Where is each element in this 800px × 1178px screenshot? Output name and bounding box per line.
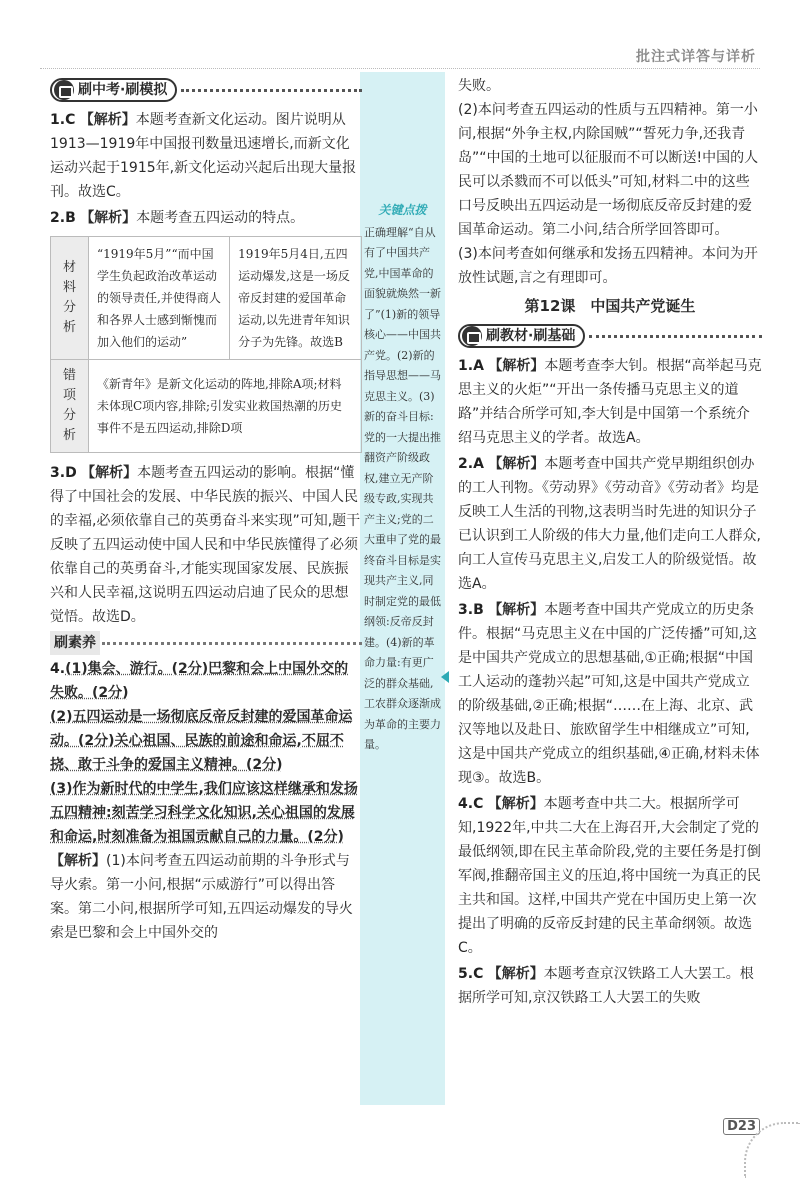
right-column: 失败。 (2)本问考查五四运动的性质与五四精神。第一小问,根据“外争主权,内除国贼”“誓死力争,还我青岛”“中国的土地可以征服而不可以断送!中国的人民可以杀戮而不可以低头”可知,材料二中的这些口号反映出五四运动是一场彻底反帝反封建的爱国革命运动。第二小问,结合所学回答即可。 (3)本问考查如何继承和发扬五四精神。本问为开放性试题,言之有理即可。 第12课 中国共产党诞生 刷教材·刷基础 1.A 【解析】本题考查李大钊。根据“高举起马克思主义的火炬”“开出一条传播马克思主义的道路”并结合所学可知,李大钊是中国第一个系统介绍马克思主义的学者。故选A。 2.A 【解析】本题考查中国共产党早期组织创办的工人刊物。《劳动界》《劳动音》《劳动者》均是反映工人生活的刊物,这表明当时先进的知识分子已认识到工人阶级的伟大力量,他们走向工人群众,向工人宣传马克思主义,启发工人的阶级觉悟。故选A。 3.B 【解析】本题考查中国共产党成立的历史条件。根据“马克思主义在中国的广泛传播”可知,这是中国共产党成立的思想基础,①正确;根据“中国工人运动的蓬勃兴起”可知,这是中国共产党成立的阶级基础,②正确;根据“……在上海、北京、武汉等地以及赴日、旅欧留学生中相继成立”可知,这是中国共产党成立的组织基础,④正确,材料未体现③。故选B。 4.C 【解析】本题考查中共二大。根据所学可知,1922年,中共二大在上海召开,大会制定了党的最低纲领,即在民主革命阶段,党的主要任务是打倒军阀,推翻帝国主义的压迫,将中国统一为真正的民主共和国。这样,中国共产党在中国历史上第一次提出了明确的反帝反封建的民主革命纲领。故选C。 5.C 【解析】本题考查京汉铁路工人大罢工。根据所学可知,京汉铁路工人大罢工的失败 bbox=[458, 74, 762, 1012]
analysis-table bbox=[50, 236, 362, 453]
page-number: D23 bbox=[723, 1118, 760, 1135]
table-cell: 1919年5月4日,五四运动爆发,这是一场反帝反封建的爱国革命运动,以先进青年知识分子为先锋。故选B bbox=[230, 237, 362, 360]
table-row-head: 材料分析 bbox=[51, 237, 89, 360]
question-1: 1.A 【解析】本题考查李大钊。根据“高举起马克思主义的火炬”“开出一条传播马克思主义的道路”并结合所学可知,李大钊是中国第一个系统介绍马克思主义的学者。故选A。 bbox=[458, 358, 762, 446]
section-badge: 刷中考·刷模拟 bbox=[50, 78, 177, 102]
dotted-rule bbox=[589, 335, 762, 338]
lesson-title: 第12课 中国共产党诞生 bbox=[524, 297, 696, 315]
section-header-textbook bbox=[458, 322, 762, 350]
key-tip: 关键点拨 正确理解“自从有了中国共产党,中国革命的面貌就焕然一新了”(1)新的领导核心——中国共产党。(2)新的指导思想——马克思主义。(3)新的奋斗目标:党的一大提出推翻资产阶级政权,建立无产阶级专政,实现共产主义;党的二大重申了党的最终奋斗目标是实现共产主义,同时制定党的最低纲领:反帝反封建。(4)新的革命力量:有更广泛的群众基础,工农群众逐渐成为革命的主要力量。 bbox=[364, 203, 441, 751]
pointer-arrow-icon bbox=[441, 671, 449, 683]
left-column bbox=[50, 74, 362, 947]
question-1: 1.C 【解析】本题考查新文化运动。图片说明从1913—1919年中国报刊数量迅速增长,而新文化运动兴起于1915年,新文化运动兴起后出现大量报刊。故选C。 bbox=[50, 112, 357, 200]
section-badge: 刷教材·刷基础 bbox=[458, 324, 585, 348]
running-header: 批注式详答与详析 bbox=[636, 49, 756, 65]
question-3: 3.B 【解析】本题考查中国共产党成立的历史条件。根据“马克思主义在中国的广泛传播”可知,这是中国共产党成立的思想基础,①正确;根据“中国工人运动的蓬勃兴起”可知,这是中国共产党成立的阶级基础,②正确;根据“……在上海、北京、武汉等地以及赴日、旅欧留学生中相继成立”可知,这是中国共产党成立的组织基础,④正确,材料未体现③。故选B。 bbox=[458, 602, 760, 786]
question-4: 4.(1)集会、游行。(2分)巴黎和会上中国外交的失败。(2分) (2)五四运动是一场彻底反帝反封建的爱国革命运动。(2分)关心祖国、民族的前途和命运,不屈不挠、敢于斗争的爱国主义精神。(2分) (3)作为新时代的中学生,我们应该这样继承和发扬五四精神:刻苦学习科学文化知识,关心祖国的发展和命运,时刻准备为祖国贡献自己的力量。(2分) 【解析】(1)本问考查五四运动前期的斗争形式与导火索。第一小问,根据“示威游行”可以得出答案。第二小问,根据所学可知,五四运动爆发的导火索是巴黎和会上中国外交的 bbox=[50, 661, 358, 941]
question-4: 4.C 【解析】本题考查中共二大。根据所学可知,1922年,中共二大在上海召开,大会制定了党的最低纲领,即在民主革命阶段,党的主要任务是打倒军阀,推翻帝国主义的压迫,将中国统一为真正的民主共和国。这样,中国共产党在中国历史上第一次提出了明确的反帝反封建的民主革命纲领。故选C。 bbox=[458, 796, 761, 956]
question-5: 5.C 【解析】本题考查京汉铁路工人大罢工。根据所学可知,京汉铁路工人大罢工的失败 bbox=[458, 966, 754, 1006]
table-row-head: 错项分析 bbox=[51, 360, 89, 453]
section-header-literacy: 刷素养 bbox=[50, 631, 362, 655]
question-2: 2.B 【解析】本题考查五四运动的特点。 bbox=[50, 210, 305, 226]
question-3: 3.D 【解析】本题考查五四运动的影响。根据“懂得了中国社会的发展、中华民族的振兴、中国人民的幸福,必须依靠自己的英勇奋斗来实现”可知,题干反映了五四运动使中国人民和中华民族懂得了必须依靠自己的英勇奋斗,才能实现国家发展、民族振兴和人民幸福,这说明五四运动启迪了民众的思想觉悟。故选D。 bbox=[50, 465, 361, 625]
table-cell: 《新青年》是新文化运动的阵地,排除A项;材料未体现C项内容,排除;引发实业救国热潮的历史事件不是五四运动,排除D项 bbox=[89, 360, 362, 453]
book-icon bbox=[54, 80, 74, 100]
dotted-rule bbox=[181, 89, 362, 92]
table-cell: “1919年5月”“而中国学生负起政治改革运动的领导责任,并使得商人和各界人士感到惭愧而加入他们的运动” bbox=[89, 237, 230, 360]
book-icon bbox=[462, 326, 482, 346]
dotted-rule bbox=[102, 642, 362, 645]
header-rule bbox=[40, 68, 760, 69]
question-2: 2.A 【解析】本题考查中国共产党早期组织创办的工人刊物。《劳动界》《劳动音》《劳动者》均是反映工人生活的刊物,这表明当时先进的知识分子已认识到工人阶级的伟大力量,他们走向工人群众,向工人宣传马克思主义,启发工人的阶级觉悟。故选A。 bbox=[458, 456, 761, 592]
section-header-exam bbox=[50, 76, 362, 104]
